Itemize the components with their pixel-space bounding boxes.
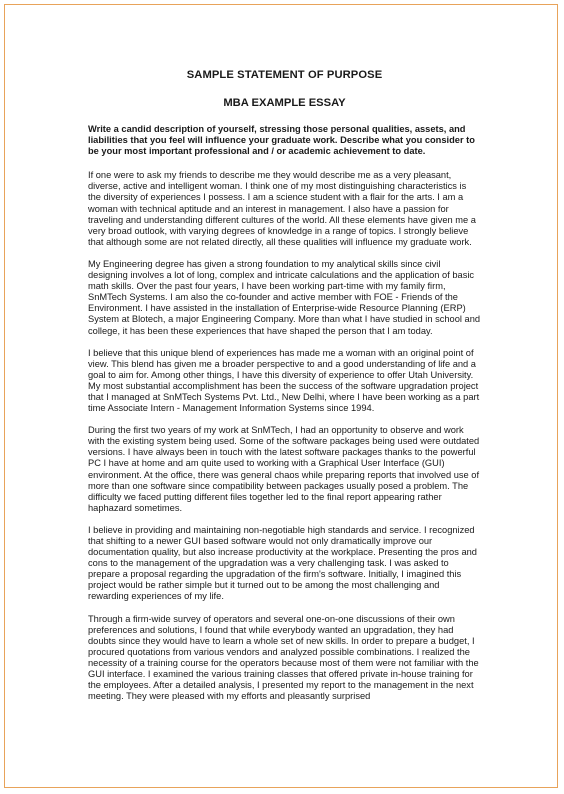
essay-prompt: Write a candid description of yourself, stressing those personal qualities, assets, and liabilities that you feel will influence your graduate work. Describe what you consider to be your most important professional and / or academic achievement to date. [88, 124, 475, 157]
paragraph-3: I believe that this unique blend of experiences has made me a woman with an original point of view. This blend has given me a broader perspective to and a good understanding of life and a goal to aim for. Among other things, I have this diversity of experience to offer Utah University. My most substantial accomplishment has been the success of the software upgradation project that I managed at SnMTech Systems Pvt. Ltd., New Delhi, where I have been working as a part time Associate Intern - Management Information Systems since 1994. [88, 347, 480, 414]
paragraph-6: Through a firm-wide survey of operators and several one-on-one discussions of their own preferences and solutions, I found that while everybody wanted an upgradation, they had doubts since they would have to learn a whole set of new skills. In order to prepare a budget, I procured quotations from various vendors and analyzed possible combinations. I realized the necessity of a training course for the operators because most of them were not familiar with the GUI interface. I examined the various training classes that offered private in-house training for the employees. After a detailed analysis, I presented my report to the management in the next meeting. They were pleased with my efforts and pleasantly surprised [88, 613, 479, 702]
document-body [88, 68, 481, 702]
paragraph-1: If one were to ask my friends to describe me they would describe me as a very pleasant, diverse, active and intelligent woman. I think one of my most distinguishing characteristics is the diversity of experiences I possess. I am a science student with a flair for the arts. I am a woman with technical aptitude and an interest in management. I also have a passion for traveling and understanding different cultures of the world. All these elements have given me a very broad outlook, with varying degrees of knowledge in a range of topics. I strongly believe that although some are not related directly, all these qualities will influence my graduate work. [88, 170, 476, 247]
document-subtitle: MBA EXAMPLE ESSAY [223, 97, 346, 109]
paragraph-4: During the first two years of my work at SnMTech, I had an opportunity to observe and work with the existing system being used. Some of the software packages being used were outdated versions. I have always been in touch with the latest software packages thanks to the powerful PC I have at home and am quite used to working with a Graphical User Interface (GUI) environment. At the office, there was general chaos while preparing reports that involved use of more than one software since compatibility between packages usually posed a problem. The difficulty we faced putting different files together led to the final report appearing rather haphazard sometimes. [88, 425, 480, 513]
document-title: SAMPLE STATEMENT OF PURPOSE [186, 69, 383, 81]
paragraph-2: My Engineering degree has given a strong foundation to my analytical skills since civil designing involves a lot of long, complex and intricate calculations and the application of basic math skills. Over the past four years, I have been working part-time with my family firm, SnMTech Systems. I am also the co-founder and active member with FOE - Friends of the Environment. I have assisted in the installation of Enterprise-wide Resource Planning (ERP) System at Blotech, a major Engineering Company. More than what I have studied in school and college, it has been these experiences that have shaped the person that I am today. [88, 258, 481, 336]
paragraph-5: I believe in providing and maintaining non-negotiable high standards and service. I recognized that shifting to a newer GUI based software would not only dramatically improve our documentation quality, but also increase productivity at the workplace. Presenting the pros and cons to the management of the upgradation was a very challenging task. I was asked to prepare a proposal regarding the upgradation of the firm's software. Initially, I imagined this project would be rather simple but it turned out to be among the most challenging and rewarding experiences of my life. [88, 524, 477, 602]
